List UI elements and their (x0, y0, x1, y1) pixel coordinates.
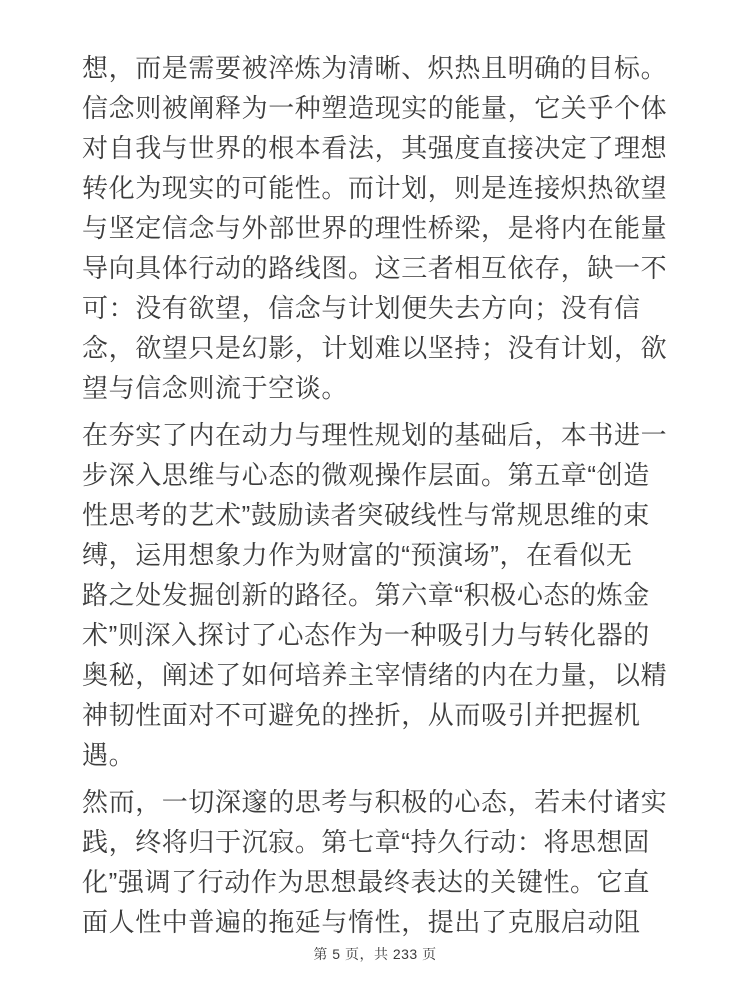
text-line: 遇。 (82, 740, 136, 770)
paragraph (82, 415, 672, 775)
paragraph (82, 782, 672, 942)
text-line: 信念则被阐释为一种塑造现实的能量，它关乎个体 (82, 93, 668, 123)
text-line: 对自我与世界的根本看法，其强度直接决定了理想 (82, 133, 668, 163)
text-line: 转化为现实的可能性。而计划，则是连接炽热欲望 (82, 173, 668, 203)
text-line: 望与信念则流于空谈。 (82, 373, 349, 403)
text-line: 可：没有欲望，信念与计划便失去方向；没有信 (82, 293, 641, 323)
text-line: 导向具体行动的路线图。这三者相互依存，缺一不 (82, 253, 668, 283)
text-line: 念，欲望只是幻影，计划难以坚持；没有计划，欲 (82, 333, 668, 363)
text-line: 想，而是需要被淬炼为清晰、炽热且明确的目标。 (82, 53, 668, 83)
text-line: 化”强调了行动作为思想最终表达的关键性。它直 (82, 867, 650, 897)
text-line: 面人性中普遍的拖延与惰性，提出了克服启动阻 (82, 907, 641, 937)
paragraph (82, 48, 672, 408)
text-line: 然而，一切深邃的思考与积极的心态，若未付诸实 (82, 787, 668, 817)
text-line: 神韧性面对不可避免的挫折，从而吸引并把握机 (82, 700, 641, 730)
text-line: 践，终将归于沉寂。第七章“持久行动：将思想固 (82, 827, 650, 857)
text-line: 路之处发掘创新的路径。第六章“积极心态的炼金 (82, 580, 650, 610)
text-line: 在夯实了内在动力与理性规划的基础后，本书进一 (82, 420, 668, 450)
page-body (82, 48, 672, 949)
text-line: 缚，运用想象力作为财富的“预演场”，在看似无 (82, 540, 633, 570)
text-line: 奥秘，阐述了如何培养主宰情绪的内在力量，以精 (82, 660, 668, 690)
text-line: 性思考的艺术”鼓励读者突破线性与常规思维的束 (82, 500, 650, 530)
page-number-footer: 第 5 页，共 233 页 (313, 946, 437, 962)
text-line: 与坚定信念与外部世界的理性桥梁，是将内在能量 (82, 213, 668, 243)
text-line: 术”则深入探讨了心态作为一种吸引力与转化器的 (82, 620, 650, 650)
text-line: 步深入思维与心态的微观操作层面。第五章“创造 (82, 460, 650, 490)
